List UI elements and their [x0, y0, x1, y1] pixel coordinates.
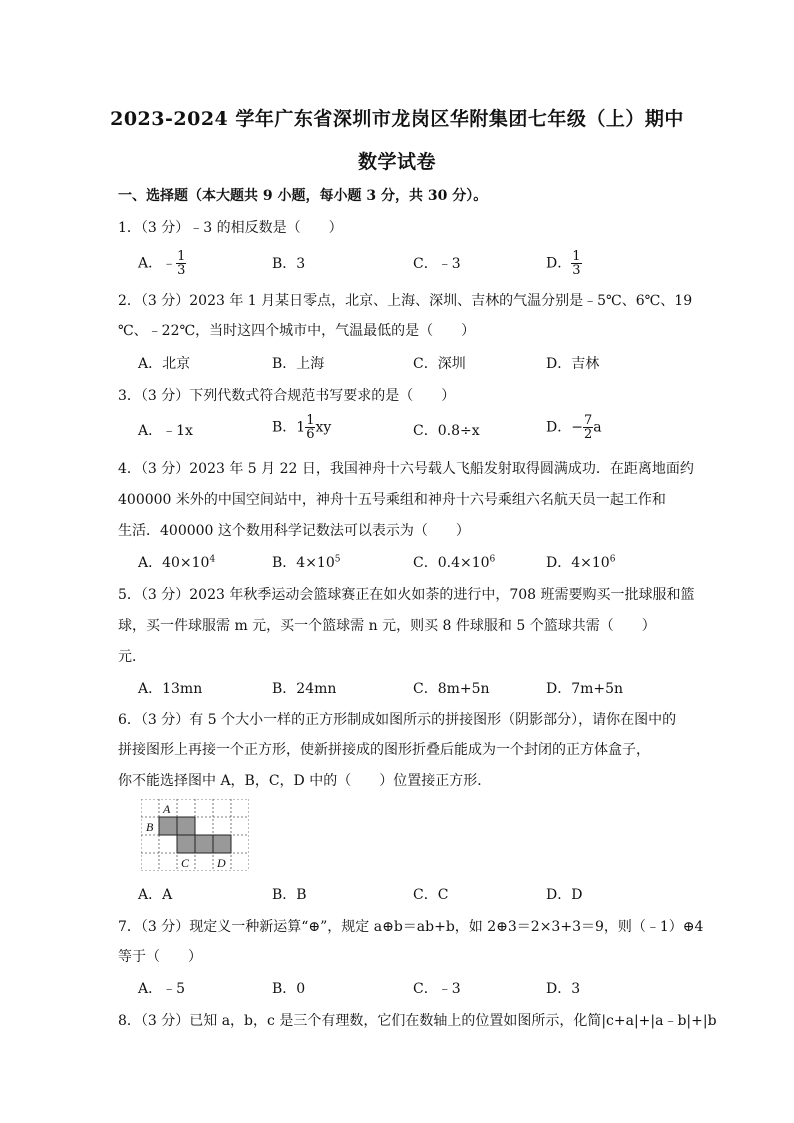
question-4-option-c: C．$0.4\times 10^6$ — [413, 554, 496, 571]
cube-net-figure — [141, 799, 249, 871]
question-5-line2: 球，买一件球服需 m 元，买一个篮球需 n 元，则买 8 件球服和 5 个篮球共需（ ） — [118, 618, 656, 634]
question-1-option-a: A．﹣ $\frac{1}{3}$ — [138, 249, 186, 278]
question-6-option-c: C．C — [413, 887, 449, 903]
question-7-option-a: A．﹣5 — [138, 981, 186, 997]
question-5-option-b: B．24mn — [272, 681, 337, 697]
net-square-3 — [195, 835, 213, 853]
question-7-option-d: D．3 — [546, 981, 581, 997]
question-1-option-c: C．﹣3 — [413, 256, 461, 272]
question-7-line2: 等于（ ） — [118, 949, 202, 965]
fig-label-a: A — [163, 802, 171, 816]
question-5-option-c: C．8m+5n — [413, 681, 490, 697]
section-heading: 一、选择题（本大题共 9 小题，每小题 3 分，共 30 分）。 — [118, 188, 488, 204]
question-2-option-a: A．北京 — [138, 356, 191, 372]
question-4-line2: 400000 米外的中国空间站中，神舟十五号乘组和神舟十六号乘组六名航天员一起工作和 — [118, 492, 666, 508]
question-8-line1: 8．（3 分）已知 a，b，c 是三个有理数，它们在数轴上的位置如图所示，化简|c+a|+|a﹣b|+|b — [118, 1013, 717, 1029]
net-square-5 — [177, 835, 195, 853]
question-7-line1: 7．（3 分）现定义一种新运算“⊕”，规定 a⊕b＝ab+b，如 2⊕3＝2×3+3＝9，则（﹣1）⊕4 — [118, 919, 704, 935]
exam-title-line1: 2023-2024 学年广东省深圳市龙岗区华附集团七年级（上）期中 — [110, 108, 684, 130]
question-2-option-c: C．深圳 — [413, 356, 466, 372]
question-6-option-b: B．B — [272, 887, 307, 903]
fig-label-d: D — [217, 856, 226, 870]
question-6-option-a: A．A — [138, 887, 173, 903]
fig-label-b: B — [146, 820, 154, 834]
question-2-line2: ℃、﹣22℃，当时这四个城市中，气温最低的是（ ） — [118, 323, 476, 339]
question-1-option-b: B．3 — [272, 256, 306, 272]
question-4-option-d: D．$4\times 10^6$ — [546, 554, 616, 571]
question-5-option-d: D．7m+5n — [546, 681, 624, 697]
question-5-option-a: A．13mn — [138, 681, 203, 697]
question-2-option-d: D．吉林 — [546, 356, 600, 372]
exam-title-line2: 数学试卷 — [357, 151, 436, 173]
question-3-option-b: B．1 $\frac{1}{6}$ xy — [272, 413, 332, 442]
question-4-line3: 生活．400000 这个数用科学记数法可以表示为（ ） — [118, 523, 470, 539]
question-6-line1: 6．（3 分）有 5 个大小一样的正方形制成如图所示的拼接图形（阴影部分），请你在图中的 — [118, 712, 677, 728]
question-6-option-d: D．D — [546, 887, 583, 903]
question-2-line1: 2．（3 分）2023 年 1 月某日零点，北京、上海、深圳、吉林的气温分别是﹣5℃、6℃、19 — [118, 293, 693, 309]
question-4-line1: 4．（3 分）2023 年 5 月 22 日，我国神舟十六号载人飞船发射取得圆满成功．在距离地面约 — [118, 461, 694, 477]
net-square-1 — [159, 817, 177, 835]
net-square-2 — [177, 817, 195, 835]
question-6-line3: 你不能选择图中 A，B，C，D 中的（ ）位置接正方形． — [118, 773, 492, 789]
net-square-4 — [213, 835, 231, 853]
question-5-line1: 5．（3 分）2023 年秋季运动会篮球赛正在如火如荼的进行中，708 班需要购买一批球服和篮 — [118, 587, 695, 603]
question-1-stem: 1．（3 分）﹣3 的相反数是（ ） — [118, 220, 343, 236]
fig-label-c: C — [181, 856, 190, 870]
question-7-option-b: B．0 — [272, 981, 306, 997]
question-3-option-a: A．﹣1x — [138, 423, 193, 439]
question-2-option-b: B．上海 — [272, 356, 325, 372]
question-4-option-a: A．$40\times 10^4$ — [138, 554, 216, 571]
question-6-line2: 拼接图形上再接一个正方形，使新拼接成的图形折叠后能成为一个封闭的正方体盒子， — [118, 742, 650, 758]
question-5-line3: 元． — [118, 649, 146, 665]
question-3-option-d: D．− $\frac{7}{2}$ a — [546, 413, 602, 442]
question-3-option-c: C．0.8÷x — [413, 423, 480, 439]
question-3-stem: 3．（3 分）下列代数式符合规范书写要求的是（ ） — [118, 388, 456, 404]
question-4-option-b: B．$4\times 10^5$ — [272, 554, 341, 571]
question-7-option-c: C．﹣3 — [413, 981, 461, 997]
question-1-option-d: D． $\frac{1}{3}$ — [546, 249, 581, 278]
